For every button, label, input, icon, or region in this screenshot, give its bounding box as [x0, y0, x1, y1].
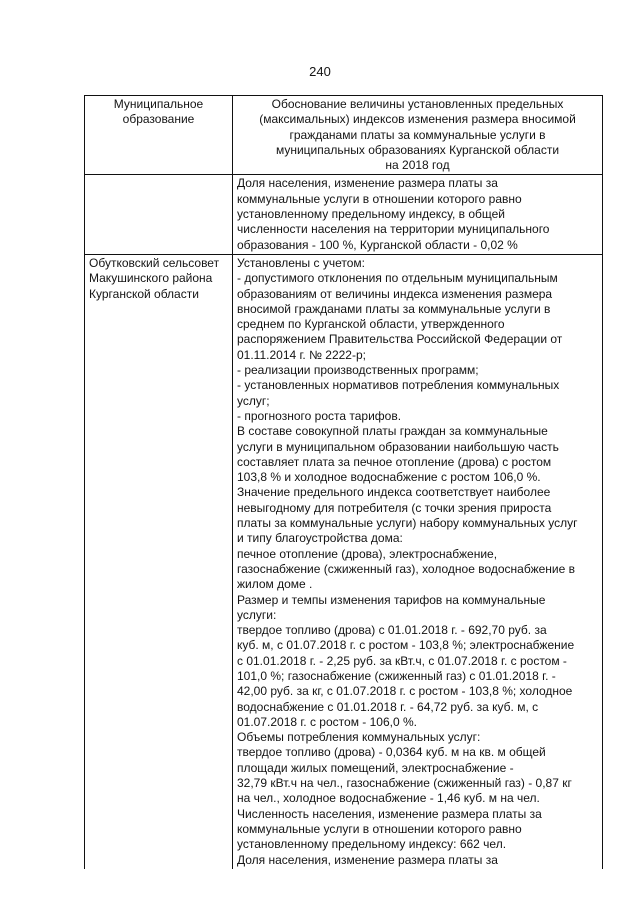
text-line: и типу благоустройства дома: — [237, 531, 403, 546]
text-line: Курганской области — [89, 286, 199, 301]
text-line: установленному предельному индексу, в общей — [237, 207, 505, 222]
text-line: на 2018 год — [385, 158, 450, 173]
text-line: - реализации производственных программ; — [237, 363, 479, 378]
row1-justification — [233, 175, 603, 254]
text-line: Обутковский сельсовет — [89, 255, 220, 270]
text-line: численности населения на территории муниципального — [237, 222, 550, 237]
text-line: коммунальные услуги в отношении которого равно — [237, 191, 522, 206]
text-line: 42,00 руб. за кг, с 01.07.2018 г. с ростом - 103,8 %; холодное — [237, 684, 573, 699]
text-line: составляет плата за печное отопление (дрова) с ростом — [237, 454, 552, 469]
text-line: газоснабжение (сжиженный газ), холодное водоснабжение в — [237, 561, 575, 576]
text-line: Установлены с учетом: — [237, 255, 365, 270]
row1-municipality — [85, 175, 233, 254]
text-line: - допустимого отклонения по отдельным муниципальным — [237, 271, 558, 286]
text-line: среднем по Курганской области, утвержденного — [237, 317, 505, 332]
text-line: установленному предельному индексу: 662 чел. — [237, 837, 507, 852]
text-line: 01.11.2014 г. № 2222-р; — [237, 347, 366, 362]
text-line: В составе совокупной платы граждан за коммунальные — [237, 424, 548, 439]
text-line: - установленных нормативов потребления коммунальных — [237, 378, 560, 393]
text-line: распоряжением Правительства Российской Федерации от — [237, 332, 563, 347]
text-line: 32,79 кВт.ч на чел., газоснабжение (сжиженный газ) - 0,87 кг — [237, 776, 572, 791]
text-line: услуг; — [237, 393, 270, 408]
text-line: на чел., холодное водоснабжение - 1,46 куб. м на чел. — [237, 791, 540, 806]
text-line: Макушинского района — [89, 271, 213, 286]
text-line: гражданами платы за коммунальные услуги в — [289, 127, 546, 142]
text-line: Значение предельного индекса соответствует наиболее — [237, 485, 551, 500]
text-line: твердое топливо (дрова) с 01.01.2018 г. - 692,70 руб. за — [237, 623, 547, 638]
text-line: водоснабжение с 01.01.2018 г. - 64,72 руб. за куб. м, с — [237, 699, 539, 714]
text-line: услуги: — [237, 607, 277, 622]
text-line: образования - 100 %, Курганской области - 0,02 % — [237, 237, 518, 252]
text-line: с 01.01.2018 г. - 2,25 руб. за кВт.ч, с 01.07.2018 г. с ростом - — [237, 653, 567, 668]
text-line: Обоснование величины установленных предельных — [271, 97, 564, 111]
text-line: коммунальные услуги в отношении которого равно — [237, 821, 522, 836]
text-line: вносимой гражданами платы за коммунальные услуги в — [237, 301, 551, 316]
text-line: Доля населения, изменение размера платы за — [237, 852, 498, 867]
text-line: печное отопление (дрова), электроснабжение, — [237, 546, 498, 561]
text-line: 101,0 %; газоснабжение (сжиженный газ) с 01.01.2018 г. - — [237, 668, 556, 683]
header-municipality — [85, 96, 233, 175]
text-line: 103,8 % и холодное водоснабжение с ростом 106,0 %. — [237, 470, 541, 485]
text-line: жилом доме . — [237, 577, 313, 592]
text-line: (максимальных) индексов изменения размера вносимой — [259, 112, 576, 127]
page-number: 240 — [309, 64, 331, 79]
text-line: Размер и темпы изменения тарифов на коммунальные — [237, 592, 546, 607]
text-line: Численность населения, изменение размера платы за — [237, 806, 542, 821]
header-justification — [233, 96, 603, 175]
text-line: Объемы потребления коммунальных услуг: — [237, 730, 481, 745]
text-line: невыгодному для потребителя (с точки зрения прироста — [237, 500, 552, 515]
text-line: образование — [122, 112, 195, 127]
text-line: Доля населения, изменение размера платы за — [237, 176, 498, 191]
row2-municipality — [85, 254, 233, 868]
table-row — [85, 254, 603, 868]
justification-table — [84, 95, 603, 869]
text-line: площади жилых помещений, электроснабжение - — [237, 760, 514, 775]
row2-justification — [233, 254, 603, 868]
text-line: Муниципальное — [113, 97, 204, 111]
text-line: твердое топливо (дрова) - 0,0364 куб. м на кв. м общей — [237, 745, 546, 760]
text-line: куб. м, с 01.07.2018 г. с ростом - 103,8 %; электроснабжение — [237, 638, 575, 653]
text-line: 01.07.2018 г. с ростом - 106,0 %. — [237, 714, 417, 729]
text-line: - прогнозного роста тарифов. — [237, 408, 402, 423]
text-line: образованиям от величины индекса изменения размера — [237, 286, 553, 301]
text-line: услуги в муниципальном образовании наибольшую часть — [237, 439, 559, 454]
text-line: платы за коммунальные услуги) набору коммунальных услуг — [237, 516, 578, 531]
table-header-row — [85, 96, 603, 175]
text-line: муниципальных образованиях Курганской области — [275, 142, 560, 157]
table-row — [85, 175, 603, 254]
